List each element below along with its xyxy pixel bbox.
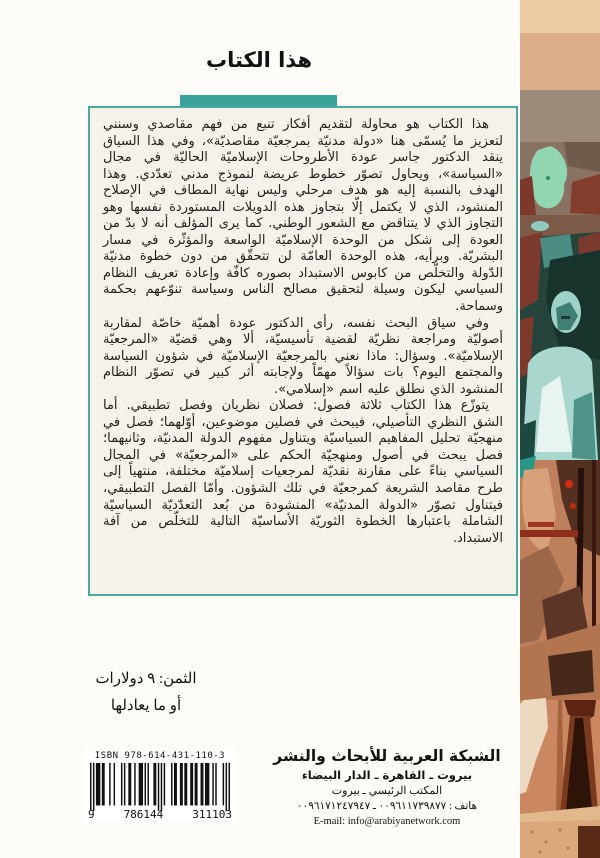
price-line2: أو ما يعادلها	[110, 698, 182, 714]
page-title: هذا الكتاب	[205, 48, 313, 72]
isbn-barcode	[84, 750, 236, 822]
price-line1: الثمن: ٩ دولارات	[95, 671, 197, 687]
barcode-digits	[84, 808, 236, 822]
barcode-digits-group2: 311103	[192, 808, 232, 821]
publisher-block	[258, 746, 516, 829]
barcode-bars	[90, 763, 230, 811]
book-blurb-box	[88, 106, 518, 596]
abstract-art-image	[520, 0, 600, 858]
publisher-email: E-mail: info@arabiyanetwork.com	[313, 816, 461, 827]
publisher-name: الشبكة العربية للأبحاث والنشر	[273, 747, 501, 765]
barcode-digit-left: 9	[88, 808, 95, 821]
publisher-cities: بيروت ـ القاهرة ـ الدار البيضاء	[301, 768, 473, 782]
publisher-office: المكتب الرئيسي ـ بيروت	[331, 785, 443, 797]
blurb-paragraph: وفي سياق البحث نفسه، رأى الدكتور عودة أهميّة خاصّة لمقاربة أصوليّة ومراجعة نظريّة لقضية تأسيسيّة، ألا وهي قضيّة «المرجعيّة الإسلاميّة». وسؤال: ماذا نعني بالمرجعيّة الإسلاميّة في شؤون السياسة والمجتمع اليوم؟ بات سؤالاً مهمّاً ولإجابته أثر كبير في تصوّر النظام المنشود الذي نطلق عليه اسم «إسلامي».	[103, 315, 503, 397]
barcode-digits-group1: 786144	[123, 808, 164, 821]
isbn-label: ISBN 978-614-431-110-3	[94, 751, 226, 761]
blurb-paragraph: يتوزّع هذا الكتاب ثلاثة فصول: فصلان نظريان وفصل تطبيقي. أما الشق النظري التأصيلي، فيبحث في فصلين موضوعين، أوّلهما؛ فصل في منهجيّة تحليل المفاهيم السياسيّة ويتناول مفهوم الدولة المدنيّة، وثانيهما؛ فصل يبحث في أصول ومنهجيّة الحكم على «المرجعيّة» في المجال السياسي بناءً على مقارنة نقديّة لمرجعيات إسلاميّة مختلفة، منتهياً إلى طرح مقاصد الشريعة كمرجعيّة في تلك الشؤون. وأمّا الفصل التطبيقي، فيتناول تصوّر «الدولة المدنيّة» المنشودة من بُعد التعدّديّة السياسيّة الشاملة باعتبارها الخطوة الثوريّة الأساسيّة التالية للتخلّص من آفة الاستبداد.	[103, 398, 503, 546]
blurb-paragraph: هذا الكتاب هو محاولة لتقديم أفكار تنبع من فهم مقاصدي وسنني لتعزيز ما يُسمّى هنا «دولة مدنيّة بمرجعيّة مقاصديّة»، وفي هذا السياق ينقد الدكتور جاسر عودة الأطروحات الإسلاميّة الحاليّة في مجال «السياسة»، ويحاول تصوّر خطوط عريضة لنموذج مدني تعدّدي. وهذا الهدف بالنسبة إليه هو هدف مرحلي وليس نهاية المطاف في الإصلاح المنشود، الذي لا يكتمل إلّا بتجاوز هذه الدويلات المستوردة نفسها وهو التجاوز الذي لا يتناقض مع الشعور الوطني. كما يرى المؤلف أنه لا بدّ من العودة إلى شكل من الوحدة الإسلاميّة الواسعة والمؤثّرة في مسار البشريّة. وبرأيه، هذه الوحدة العامّة لن تتحقّق من دون خطوة مدنيّة الدّولة والتخلّص من كابوس الاستبداد بصوره كافّة وإعادة تعريف النظام السياسي ليكون وسيلة لتحقيق مصالح الناس وسياسة تنوّعهم بحكمة وسماحة.	[103, 117, 503, 315]
cover-art-strip	[520, 0, 600, 858]
publisher-phone: هاتف : ٠٠٩٦١١٧٣٩٨٧٧ ـ ٠٠٩٦١٧١٢٤٧٩٤٧	[296, 801, 478, 812]
price-block	[66, 666, 226, 720]
